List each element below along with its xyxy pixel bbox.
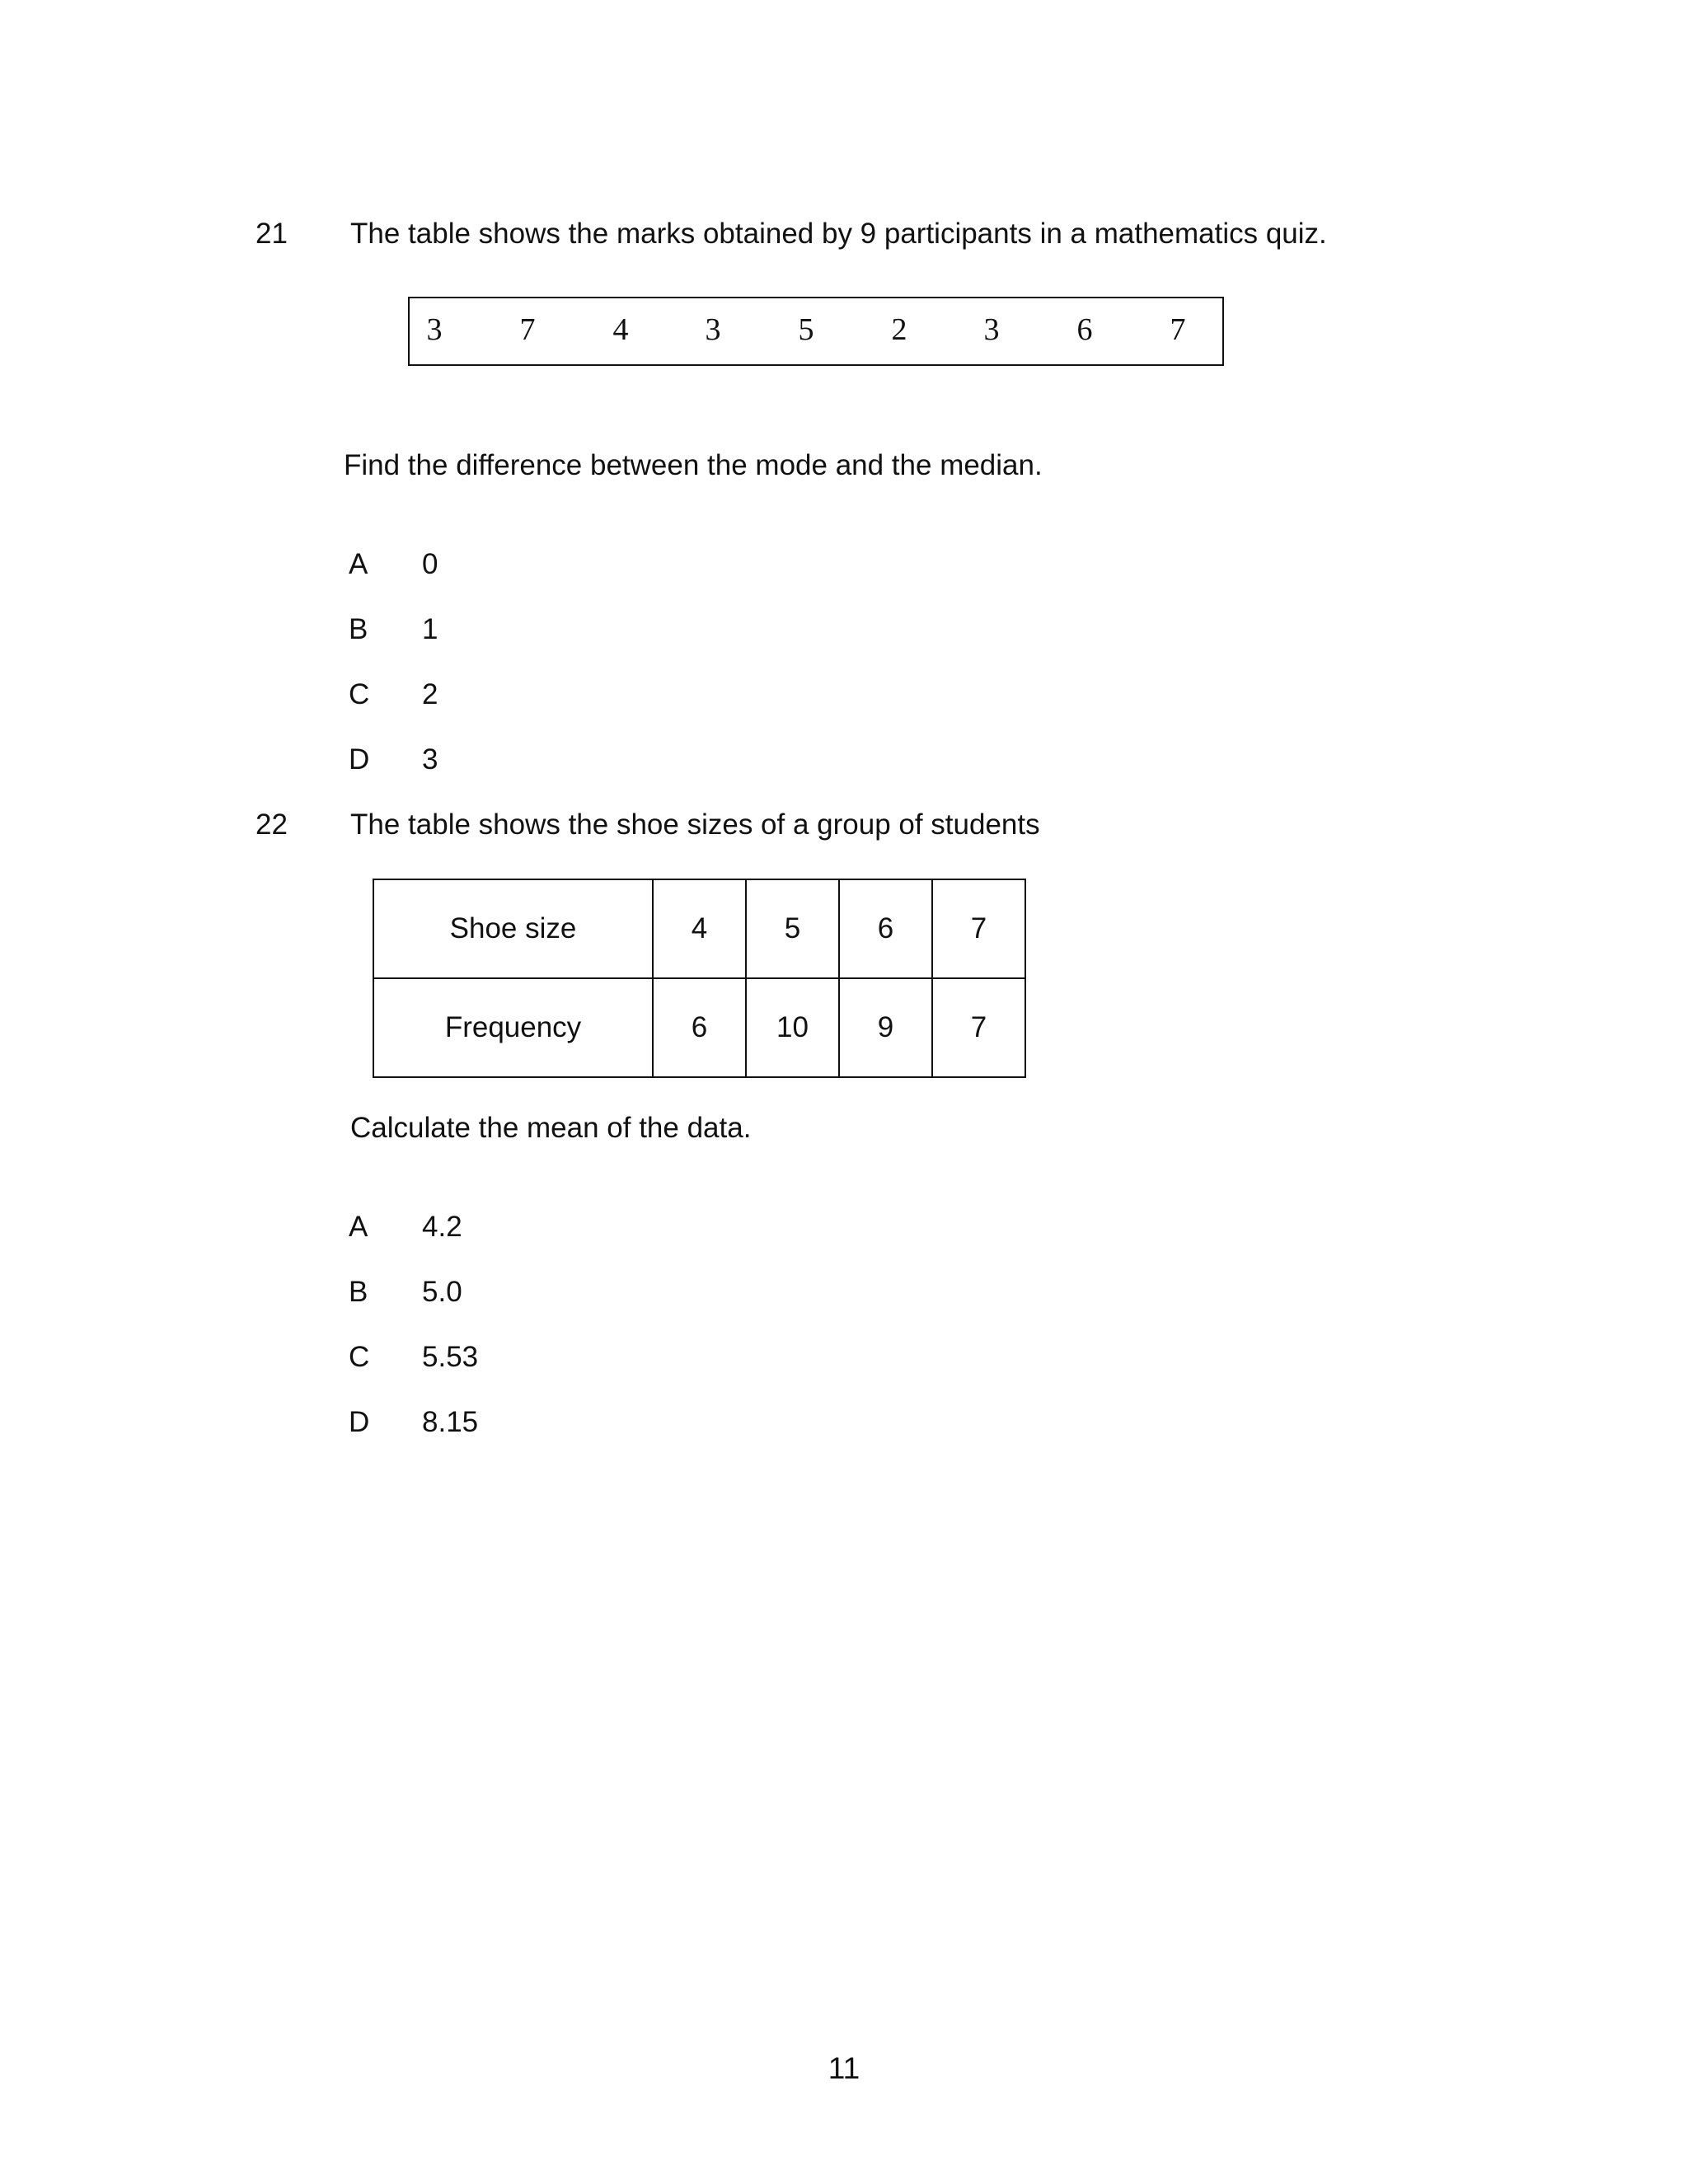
option-a-letter: A (349, 548, 368, 580)
option-c-value: 5.53 (422, 1341, 479, 1373)
mark-cell: 5 (798, 312, 814, 347)
shoe-size-table (373, 879, 1026, 1078)
mark-cell: 3 (426, 312, 443, 347)
option-a-value: 0 (422, 548, 438, 580)
option-d-letter: D (349, 743, 370, 776)
question-22-number: 22 (256, 808, 288, 841)
marks-table (408, 297, 1224, 366)
question-22-prompt: Calculate the mean of the data. (350, 1112, 752, 1144)
option-c-letter: C (349, 1341, 370, 1373)
frequency-cell: 10 (746, 978, 839, 1077)
shoe-size-cell: 4 (653, 879, 746, 978)
frequency-cell: 6 (653, 978, 746, 1077)
mark-cell: 4 (612, 312, 629, 347)
option-a-value: 4.2 (422, 1211, 462, 1243)
option-d-value: 3 (422, 743, 438, 776)
mark-cell: 7 (519, 312, 536, 347)
mark-cell: 3 (705, 312, 721, 347)
option-d-letter: D (349, 1406, 370, 1438)
question-21-number: 21 (256, 218, 288, 250)
shoe-size-cell: 5 (746, 879, 839, 978)
shoe-size-cell: 7 (932, 879, 1025, 978)
shoe-size-cell: 6 (839, 879, 932, 978)
question-22-stem: The table shows the shoe sizes of a group of students (350, 808, 1040, 841)
option-b-letter: B (349, 613, 368, 645)
mark-cell: 7 (1170, 312, 1186, 347)
page-number: 11 (828, 2051, 860, 2085)
option-b-value: 1 (422, 613, 438, 645)
option-a-letter: A (349, 1211, 368, 1243)
option-b-letter: B (349, 1276, 368, 1308)
option-c-letter: C (349, 678, 370, 710)
question-21-prompt: Find the difference between the mode and the median. (344, 449, 1043, 481)
row-header-frequency: Frequency (373, 978, 653, 1077)
mark-cell: 2 (891, 312, 907, 347)
mark-cell: 6 (1076, 312, 1093, 347)
mark-cell: 3 (983, 312, 1000, 347)
option-d-value: 8.15 (422, 1406, 479, 1438)
table-row (373, 879, 1025, 978)
option-c-value: 2 (422, 678, 438, 710)
table-row (373, 978, 1025, 1077)
question-21-stem: The table shows the marks obtained by 9 participants in a mathematics quiz. (350, 218, 1327, 250)
option-b-value: 5.0 (422, 1276, 462, 1308)
frequency-cell: 7 (932, 978, 1025, 1077)
row-header-shoe-size: Shoe size (373, 879, 653, 978)
frequency-cell: 9 (839, 978, 932, 1077)
